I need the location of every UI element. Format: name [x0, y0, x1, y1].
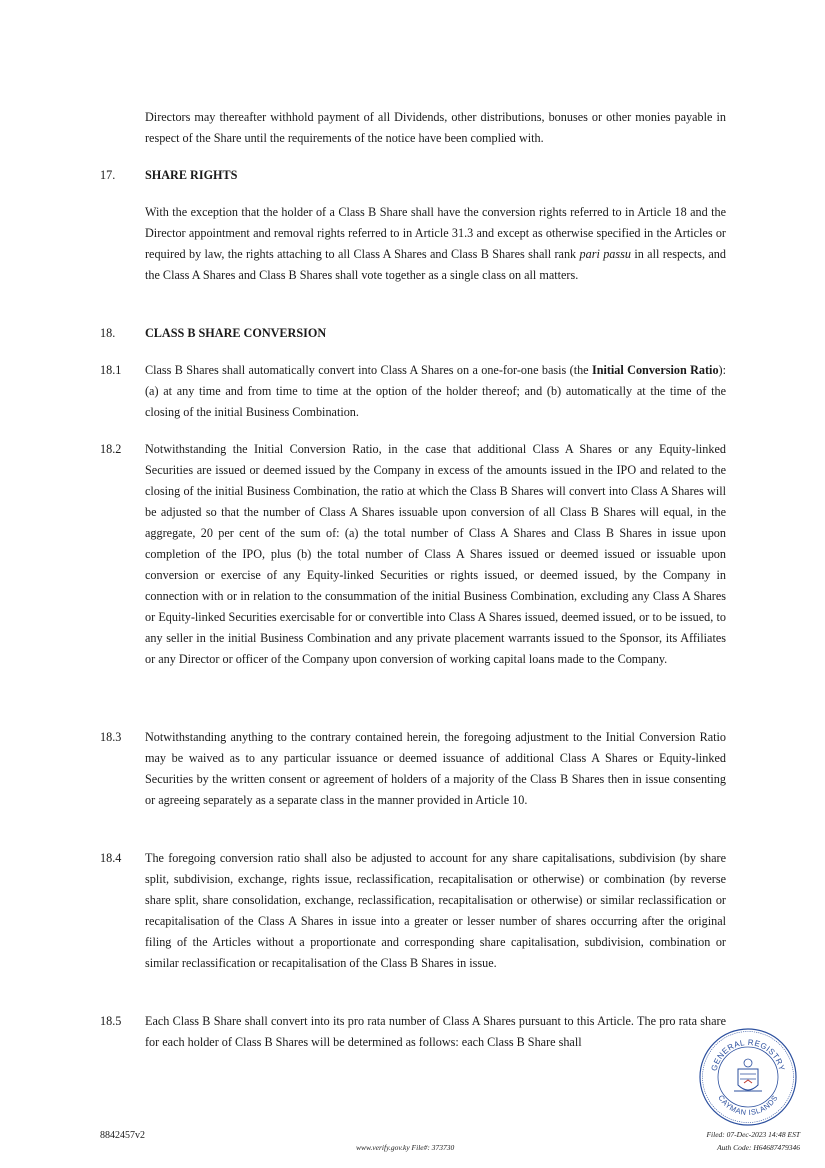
section-18-5-paragraph: Each Class B Share shall convert into its pro rata number of Class A Shares pursuant to this Article. The pro rata share for each holder of Class B Shares will be determined as follows: each Class B Share shall [145, 1014, 726, 1049]
section-17-text-a: With the exception that the holder of a Class B Share shall have the conversion rights referred to in Article 18 and the Director appointment and removal rights referred to in Article 31.3 and except as otherwise specified in the Articles or required by law, the rights attaching to all Class A Shares and Class B Shares shall rank [145, 205, 726, 261]
section-18-2-paragraph: Notwithstanding the Initial Conversion Ratio, in the case that additional Class A Shares or any Equity-linked Securities are issued or deemed issued by the Company in excess of the amounts issued in the IPO and related to the closing of the initial Business Combination, the ratio at which the Class B Shares will convert into Class A Shares will be adjusted so that the number of Class A Shares issuable upon conversion of all Class B Shares will equal, in the aggregate, 20 per cent of the sum of: (a) the total number of Class A Shares and Class B Shares in issue upon completion of the IPO, plus (b) the total number of Class A Shares issued or deemed issued or issuable upon conversion or exercise of any Equity-linked Securities or rights issued, or deemed issued, by the Company in connection with or in relation to the consummation of the initial Business Combination, excluding any Class A Shares or Equity-linked Securities exercisable for or convertible into Class A Shares issued, deemed issued, or to be issued, to any seller in the initial Business Combination and any private placement warrants issued to the Sponsor, its Affiliates or any Director or officer of the Company upon conversion of working capital loans made to the Company. [145, 442, 726, 666]
section-18-4-number: 18.4 [100, 851, 122, 865]
section-18-heading: CLASS B SHARE CONVERSION [145, 326, 327, 340]
section-17-number: 17. [100, 168, 116, 182]
section-18-2-number: 18.2 [100, 442, 122, 456]
section-17-paragraph [145, 202, 726, 286]
registry-seal-icon [698, 1027, 798, 1127]
section-17-text-b: in all respects, and the Class A Shares and Class B Shares shall vote together as a single class on all matters. [145, 247, 726, 282]
section-18-3-number: 18.3 [100, 730, 122, 744]
seal-bottom-text: CAYMAN ISLANDS [716, 1093, 780, 1118]
coat-of-arms-icon [734, 1059, 762, 1091]
seal-top-text: GENERAL REGISTRY [709, 1037, 787, 1072]
section-18-3-paragraph: Notwithstanding anything to the contrary contained herein, the foregoing adjustment to the Initial Conversion Ratio may be waived as to any particular issuance or deemed issuance of additional Class A Shares or Equity-linked Securities by the written consent or agreement of holders of a majority of the Class B Shares then in issue consenting or agreeing separately as a separate class in the manner provided in Article 10. [145, 730, 726, 807]
section-17-italic: pari passu [579, 247, 631, 261]
verify-url: www.verify.gov.ky File#: 373730 [356, 1143, 455, 1152]
section-18-1-text-b: ): (a) at any time and from time to time at the option of the holder thereof; and (b) automatically at the time of the closing of the initial Business Combination. [145, 363, 726, 419]
section-18-5-number: 18.5 [100, 1014, 122, 1028]
filed-date: Filed: 07-Dec-2023 14:48 EST [706, 1130, 800, 1139]
auth-code: Auth Code: H64687479346 [717, 1143, 800, 1152]
section-17-heading: SHARE RIGHTS [145, 168, 238, 182]
section-18-1-number: 18.1 [100, 363, 122, 377]
section-18-1-text-a: Class B Shares shall automatically convert into Class A Shares on a one-for-one basis (the [145, 363, 592, 377]
intro-paragraph: Directors may thereafter withhold payment of all Dividends, other distributions, bonuses or other monies payable in respect of the Share until the requirements of the notice have been complied with. [145, 110, 726, 145]
section-18-4-paragraph: The foregoing conversion ratio shall also be adjusted to account for any share capitalisations, subdivision (by share split, subdivision, exchange, rights issue, reclassification, recapitalisation or otherwise) or combination (by reverse share split, share consolidation, exchange, reclassification, recapitalisation or otherwise) or similar reclassification or recapitalisation of the Class A Shares in issue into a greater or lesser number of shares occurring after the original filing of the Articles without a proportionate and corresponding share capitalisation, subdivision, combination or similar reclassification or recapitalisation of the Class B Shares in issue. [145, 851, 726, 970]
section-18-1-bold: Initial Conversion Ratio [591, 363, 719, 377]
filing-info [706, 1128, 800, 1154]
section-18-1-paragraph [145, 360, 726, 423]
section-18-number: 18. [100, 326, 116, 340]
document-id: 8842457v2 [100, 1130, 145, 1141]
